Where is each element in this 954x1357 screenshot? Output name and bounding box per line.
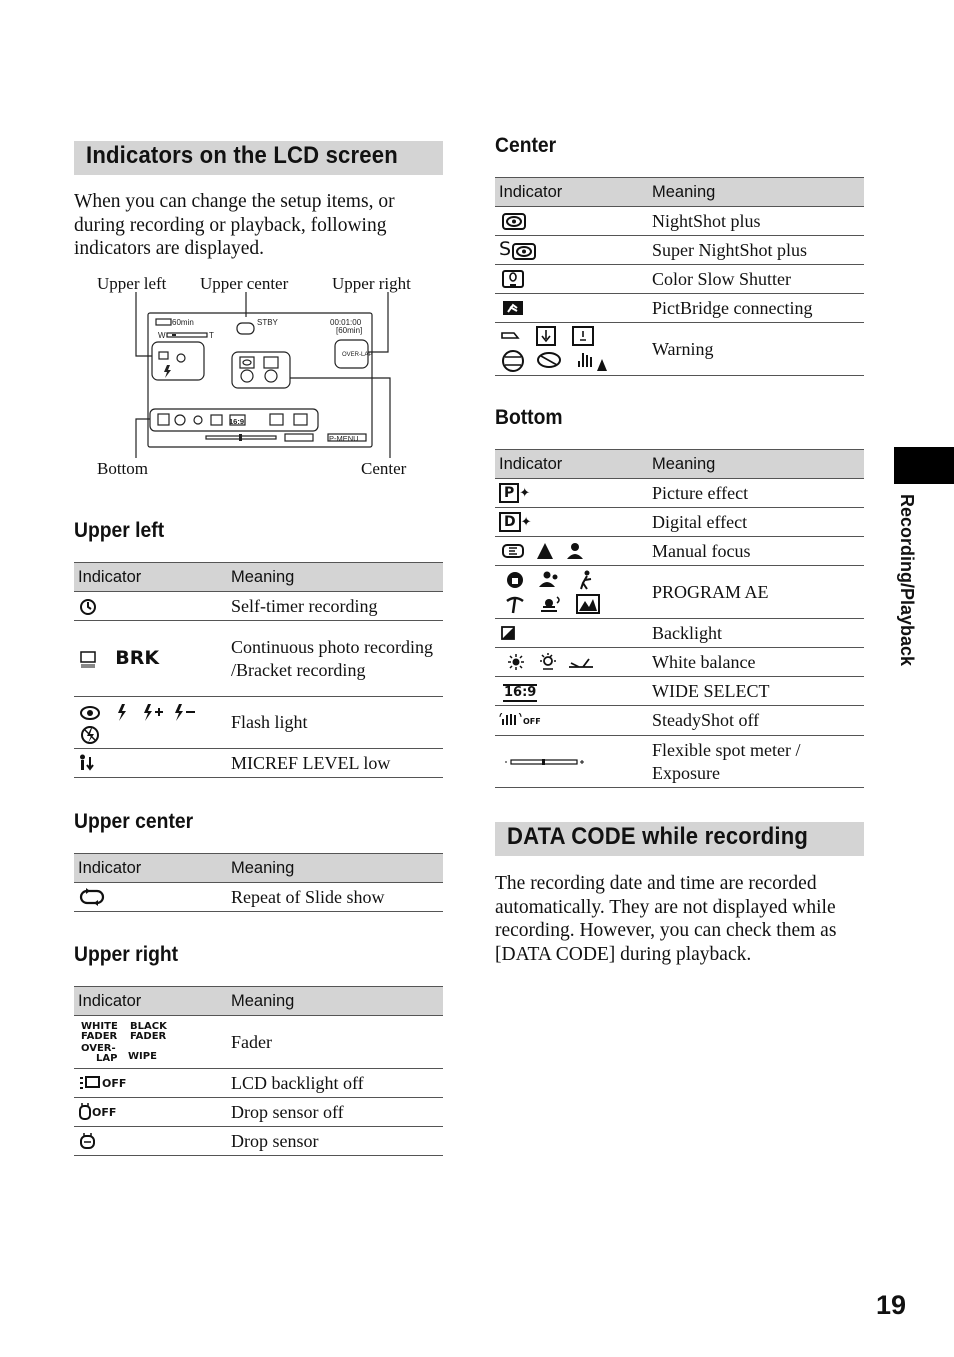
fader-icon xyxy=(74,1016,227,1069)
d-text: D xyxy=(499,512,521,532)
table-row xyxy=(495,508,864,537)
table-row xyxy=(495,479,864,508)
upper-center-title: Upper center xyxy=(74,810,194,833)
meaning-cell: Warning xyxy=(648,323,864,376)
steadyshot-off-icon xyxy=(495,706,648,736)
meaning-cell: MICREF LEVEL low xyxy=(227,749,443,778)
meaning-cell: NightShot plus xyxy=(648,207,864,236)
data-code-text: The recording date and time are recorded automatically. They are not displayed while recording. However, you can check them as [DATA CODE] during playback. xyxy=(495,873,837,965)
chapter-tab-text: Recording/Playback xyxy=(897,494,917,667)
flash-icon xyxy=(74,697,227,749)
meaning-cell: Self-timer recording xyxy=(227,592,443,621)
white-balance-icon xyxy=(495,648,648,677)
nightshot-icon xyxy=(495,207,648,236)
off-text: OFF xyxy=(523,717,541,726)
bottom-table xyxy=(495,449,864,788)
meaning-cell: White balance xyxy=(648,648,864,677)
meaning-cell: Continuous photo recording /Bracket recording xyxy=(227,621,443,697)
table-row xyxy=(74,592,443,621)
meaning-cell: Manual focus xyxy=(648,537,864,566)
chapter-tab-marker xyxy=(894,447,954,484)
col-meaning: Meaning xyxy=(227,854,443,883)
table-row xyxy=(495,619,864,648)
table-row xyxy=(495,265,864,294)
center-title: Center xyxy=(495,134,557,157)
label-upper-right: Upper right xyxy=(332,274,411,293)
lcd-backlight-off-icon xyxy=(74,1069,227,1098)
chapter-tab-label xyxy=(896,494,922,674)
table-row xyxy=(74,1127,443,1156)
lcd-wide-text: 16:9 xyxy=(229,417,245,426)
fader-text: WIPE xyxy=(128,1051,157,1062)
meaning-cell: Fader xyxy=(227,1016,443,1069)
col-indicator: Indicator xyxy=(74,854,227,883)
off-text: OFF xyxy=(102,1077,127,1090)
lcd-remaining-text: [60min] xyxy=(336,326,363,335)
meaning-cell: Flash light xyxy=(227,697,443,749)
meaning-cell: Picture effect xyxy=(648,479,864,508)
lcd-pmenu-text: P-MENU xyxy=(329,434,359,443)
lcd-overlap-text: OVER-LAP xyxy=(342,352,373,358)
label-center: Center xyxy=(361,459,407,478)
spot-meter-icon xyxy=(495,736,648,788)
meaning-cell: Backlight xyxy=(648,619,864,648)
wide-text: 16:9 xyxy=(504,684,537,700)
lcd-t-text: T xyxy=(209,331,214,340)
table-row xyxy=(495,323,864,376)
label-upper-center: Upper center xyxy=(200,274,289,293)
col-meaning: Meaning xyxy=(648,450,864,479)
page-number: 19 xyxy=(876,1290,907,1320)
continuous-photo-icon xyxy=(74,621,227,697)
wide-select-icon xyxy=(495,677,648,706)
table-row xyxy=(495,294,864,323)
super-nightshot-icon xyxy=(495,236,648,265)
micref-icon xyxy=(74,749,227,778)
meaning-cell: PROGRAM AE xyxy=(648,566,864,619)
col-meaning: Meaning xyxy=(648,178,864,207)
lcd-w-text: W xyxy=(158,331,166,340)
table-row xyxy=(74,1069,443,1098)
section-header-lcd xyxy=(74,141,443,175)
upper-right-table xyxy=(74,986,443,1156)
upper-left-table xyxy=(74,562,443,778)
table-row xyxy=(74,697,443,749)
meaning-cell: LCD backlight off xyxy=(227,1069,443,1098)
lcd-stby-text: STBY xyxy=(257,318,278,327)
fader-text: BLACK xyxy=(130,1021,167,1032)
table-row xyxy=(495,537,864,566)
s-text: S xyxy=(499,238,512,260)
col-meaning: Meaning xyxy=(227,987,443,1016)
meaning-cell: Super NightShot plus xyxy=(648,236,864,265)
table-row xyxy=(495,706,864,736)
bottom-title: Bottom xyxy=(495,406,563,429)
brk-icon-text: BRK xyxy=(115,646,160,669)
table-row xyxy=(74,1016,443,1069)
table-row xyxy=(495,236,864,265)
meaning-cell: Digital effect xyxy=(648,508,864,537)
manual-focus-icon xyxy=(495,537,648,566)
col-indicator: Indicator xyxy=(495,178,648,207)
col-meaning: Meaning xyxy=(227,563,443,592)
table-row xyxy=(74,883,443,912)
section-title: DATA CODE while recording xyxy=(507,823,809,850)
section-header-data-code xyxy=(495,822,864,856)
intro-text: When you can change the setup items, or during recording or playback, following indicators are displayed. xyxy=(74,191,395,259)
drop-sensor-off-icon xyxy=(74,1098,227,1127)
table-row xyxy=(74,749,443,778)
off-text: OFF xyxy=(92,1106,117,1119)
drop-sensor-icon xyxy=(74,1127,227,1156)
self-timer-icon xyxy=(74,592,227,621)
lcd-battery-text: 60min xyxy=(172,318,194,327)
table-row xyxy=(495,207,864,236)
backlight-icon xyxy=(495,619,648,648)
fader-text: FADER xyxy=(81,1031,118,1042)
upper-left-title: Upper left xyxy=(74,519,165,542)
fader-text: WHITE xyxy=(81,1021,118,1032)
label-upper-left: Upper left xyxy=(97,274,167,293)
fader-text: LAP xyxy=(96,1053,118,1064)
p-text: P xyxy=(499,483,519,503)
picture-effect-icon: P ✦ xyxy=(495,479,648,508)
table-row xyxy=(74,1098,443,1127)
digital-effect-icon: D ✦ xyxy=(495,508,648,537)
meaning-cell: SteadyShot off xyxy=(648,706,864,736)
warning-icon xyxy=(495,323,648,376)
lcd-diagram xyxy=(74,268,444,483)
meaning-cell: Color Slow Shutter xyxy=(648,265,864,294)
program-ae-icon xyxy=(495,566,648,619)
meaning-cell: Flexible spot meter / Exposure xyxy=(648,736,864,788)
col-indicator: Indicator xyxy=(74,987,227,1016)
meaning-cell: PictBridge connecting xyxy=(648,294,864,323)
table-row xyxy=(495,566,864,619)
center-table xyxy=(495,177,864,376)
fader-text: FADER xyxy=(130,1031,167,1042)
label-bottom: Bottom xyxy=(97,459,149,478)
lcd-time-text: 00:01:00 xyxy=(330,318,362,327)
table-row xyxy=(495,648,864,677)
meaning-cell: Drop sensor off xyxy=(227,1098,443,1127)
repeat-icon xyxy=(74,883,227,912)
table-row xyxy=(495,736,864,788)
section-title: Indicators on the LCD screen xyxy=(86,142,398,169)
table-row xyxy=(74,621,443,697)
col-indicator: Indicator xyxy=(74,563,227,592)
upper-center-table xyxy=(74,853,443,912)
fader-text: OVER- xyxy=(81,1043,116,1054)
col-indicator: Indicator xyxy=(495,450,648,479)
meaning-cell: Repeat of Slide show xyxy=(227,883,443,912)
upper-right-title: Upper right xyxy=(74,943,179,966)
meaning-cell: WIDE SELECT xyxy=(648,677,864,706)
color-slow-shutter-icon xyxy=(495,265,648,294)
lcd-screen-drawing xyxy=(74,268,444,483)
meaning-cell: Drop sensor xyxy=(227,1127,443,1156)
table-row xyxy=(495,677,864,706)
pictbridge-icon xyxy=(495,294,648,323)
